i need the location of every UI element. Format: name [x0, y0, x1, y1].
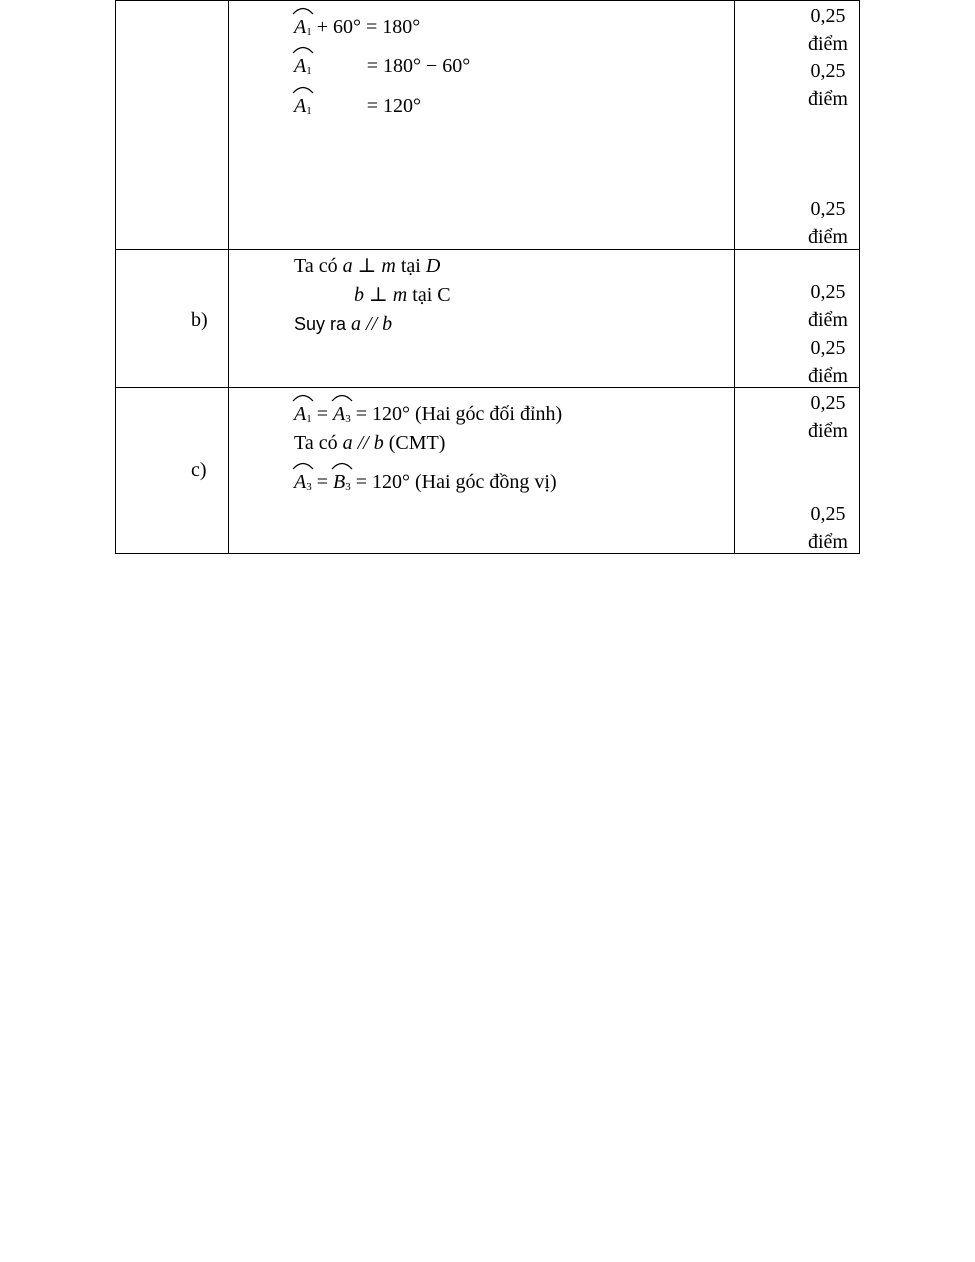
part-label: b)	[191, 309, 208, 331]
angle-symbol: $A_1$	[294, 396, 312, 431]
score-value: 0,25 điểm	[808, 281, 848, 331]
equation-line: $A_1 = 180^\circ - 60^\circ$	[294, 48, 470, 83]
angle-symbol: $A_1$	[294, 88, 312, 123]
answer-table	[115, 0, 860, 554]
points-cell	[735, 250, 860, 388]
score-value: 0,25 điểm	[808, 337, 848, 387]
angle-symbol: $B_3$	[333, 464, 351, 499]
statement-line: Ta có a ⊥ m tại D	[294, 255, 441, 277]
statement-line: Ta có a // b (CMT)	[294, 432, 446, 454]
solution-cell	[229, 250, 735, 388]
table-row	[116, 250, 860, 388]
statement-line: Suy ra a // b	[294, 313, 393, 335]
score-value: 0,25 điểm	[808, 503, 848, 553]
solution-cell	[229, 1, 735, 250]
score-value: 0,25 điểm	[808, 5, 848, 55]
angle-symbol: $A_3$	[294, 464, 312, 499]
points-cell	[735, 388, 860, 554]
score-value: 0,25 điểm	[808, 392, 848, 442]
score-value: 0,25 điểm	[808, 60, 848, 110]
angle-symbol: $A_1$	[294, 48, 312, 83]
equation-line: $A_3$ = $B_3 = 120^\circ$ (Hai góc đồng vị)	[294, 464, 557, 499]
table-row	[116, 1, 860, 250]
equation-line: $A_1 + 60^\circ = 180^\circ$	[294, 9, 420, 44]
equation-line: $A_1$ = $A_3 = 120^\circ$ (Hai góc đối đỉnh)	[294, 396, 562, 431]
statement-line: b ⊥ m tại C	[354, 284, 451, 306]
part-label: c)	[191, 459, 207, 481]
angle-symbol: $A_1$	[294, 9, 312, 44]
part-label-cell	[116, 250, 229, 388]
part-label-cell	[116, 388, 229, 554]
points-cell	[735, 1, 860, 250]
solution-cell	[229, 388, 735, 554]
table-row	[116, 388, 860, 554]
part-label-cell	[116, 1, 229, 250]
equation-line: $A_1 = 120^\circ$	[294, 88, 421, 123]
score-value: 0,25 điểm	[808, 198, 848, 248]
angle-symbol: $A_3$	[333, 396, 351, 431]
